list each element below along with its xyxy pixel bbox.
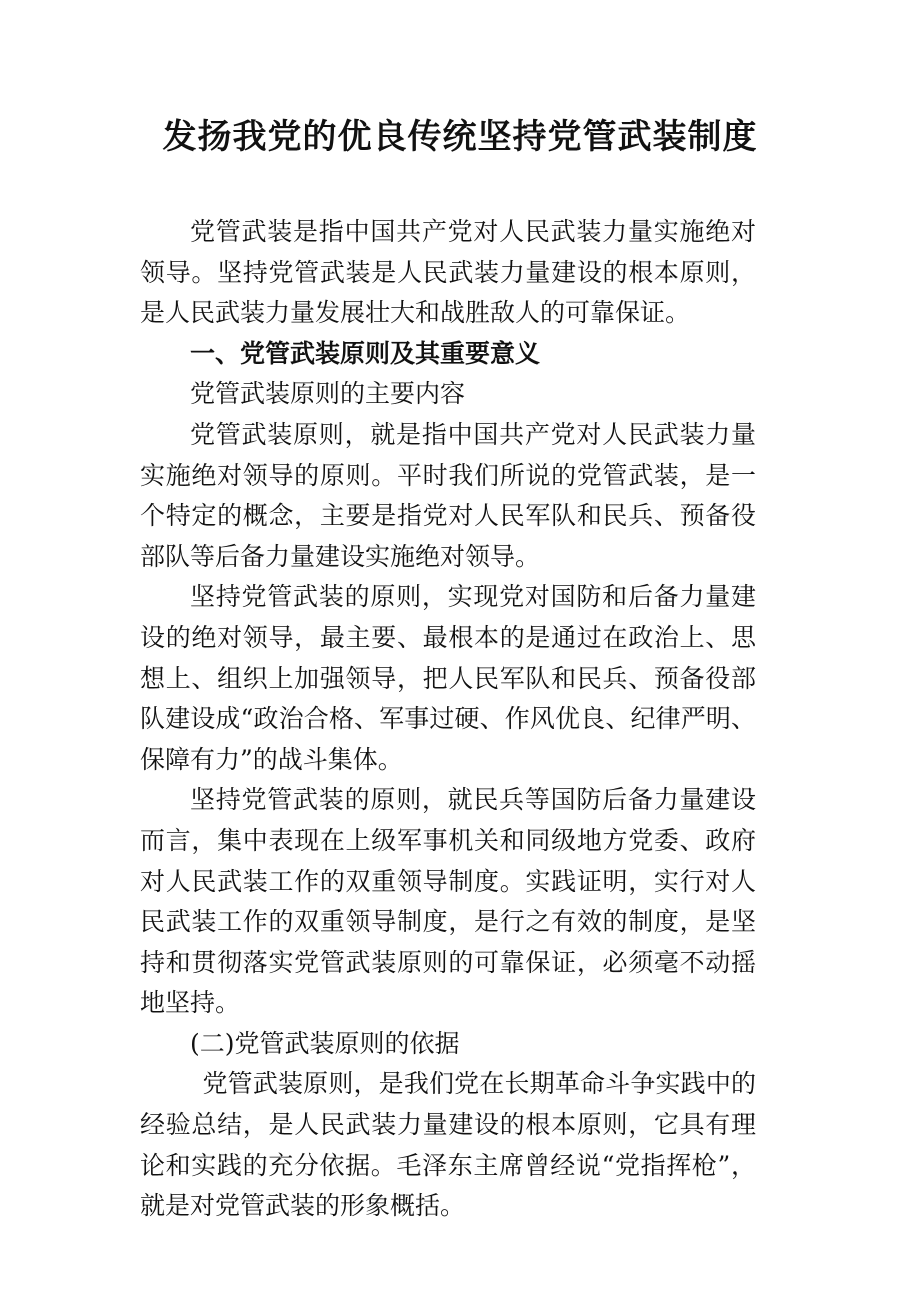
subsection-heading-main-content: 党管武装原则的主要内容 xyxy=(190,379,466,409)
subsection-heading-basis: (二)党管武装原则的依据 xyxy=(190,1028,460,1058)
section-heading-1: 一、党管武装原则及其重要意义 xyxy=(190,338,541,368)
paragraph-basis: 党管武装原则，是我们党在长期革命斗争实践中的经验总结，是人民武装力量建设的根本原则，它具有理论和实践的充分依据。毛泽东主席曾经说“党指挥枪”，就是对党管武装的形象概括。 xyxy=(140,1069,756,1221)
paragraph-absolute-leadership: 坚持党管武装的原则，实现党对国防和后备力量建设的绝对领导，最主要、最根本的是通过在政治上、思想上、组织上加强领导，把人民军队和民兵、预备役部队建设成“政治合格、军事过硬、作风优良、纪律严明、保障有力”的战斗集体。 xyxy=(140,582,756,774)
intro-paragraph: 党管武装是指中国共产党对人民武装力量实施绝对领导。坚持党管武装是人民武装力量建设的根本原则，是人民武装力量发展壮大和战胜敌人的可靠保证。 xyxy=(140,217,756,328)
document-title: 发扬我党的优良传统坚持党管武装制度 xyxy=(162,117,758,157)
paragraph-principle-definition: 党管武装原则，就是指中国共产党对人民武装力量实施绝对领导的原则。平时我们所说的党管武装，是一个特定的概念，主要是指党对人民军队和民兵、预备役部队等后备力量建设实施绝对领导。 xyxy=(140,419,756,571)
paragraph-dual-leadership: 坚持党管武装的原则，就民兵等国防后备力量建设而言，集中表现在上级军事机关和同级地方党委、政府对人民武装工作的双重领导制度。实践证明，实行对人民武装工作的双重领导制度，是行之有效的制度，是坚持和贯彻落实党管武装原则的可靠保证，必须毫不动摇地坚持。 xyxy=(140,785,756,1018)
document-body xyxy=(140,212,756,1227)
